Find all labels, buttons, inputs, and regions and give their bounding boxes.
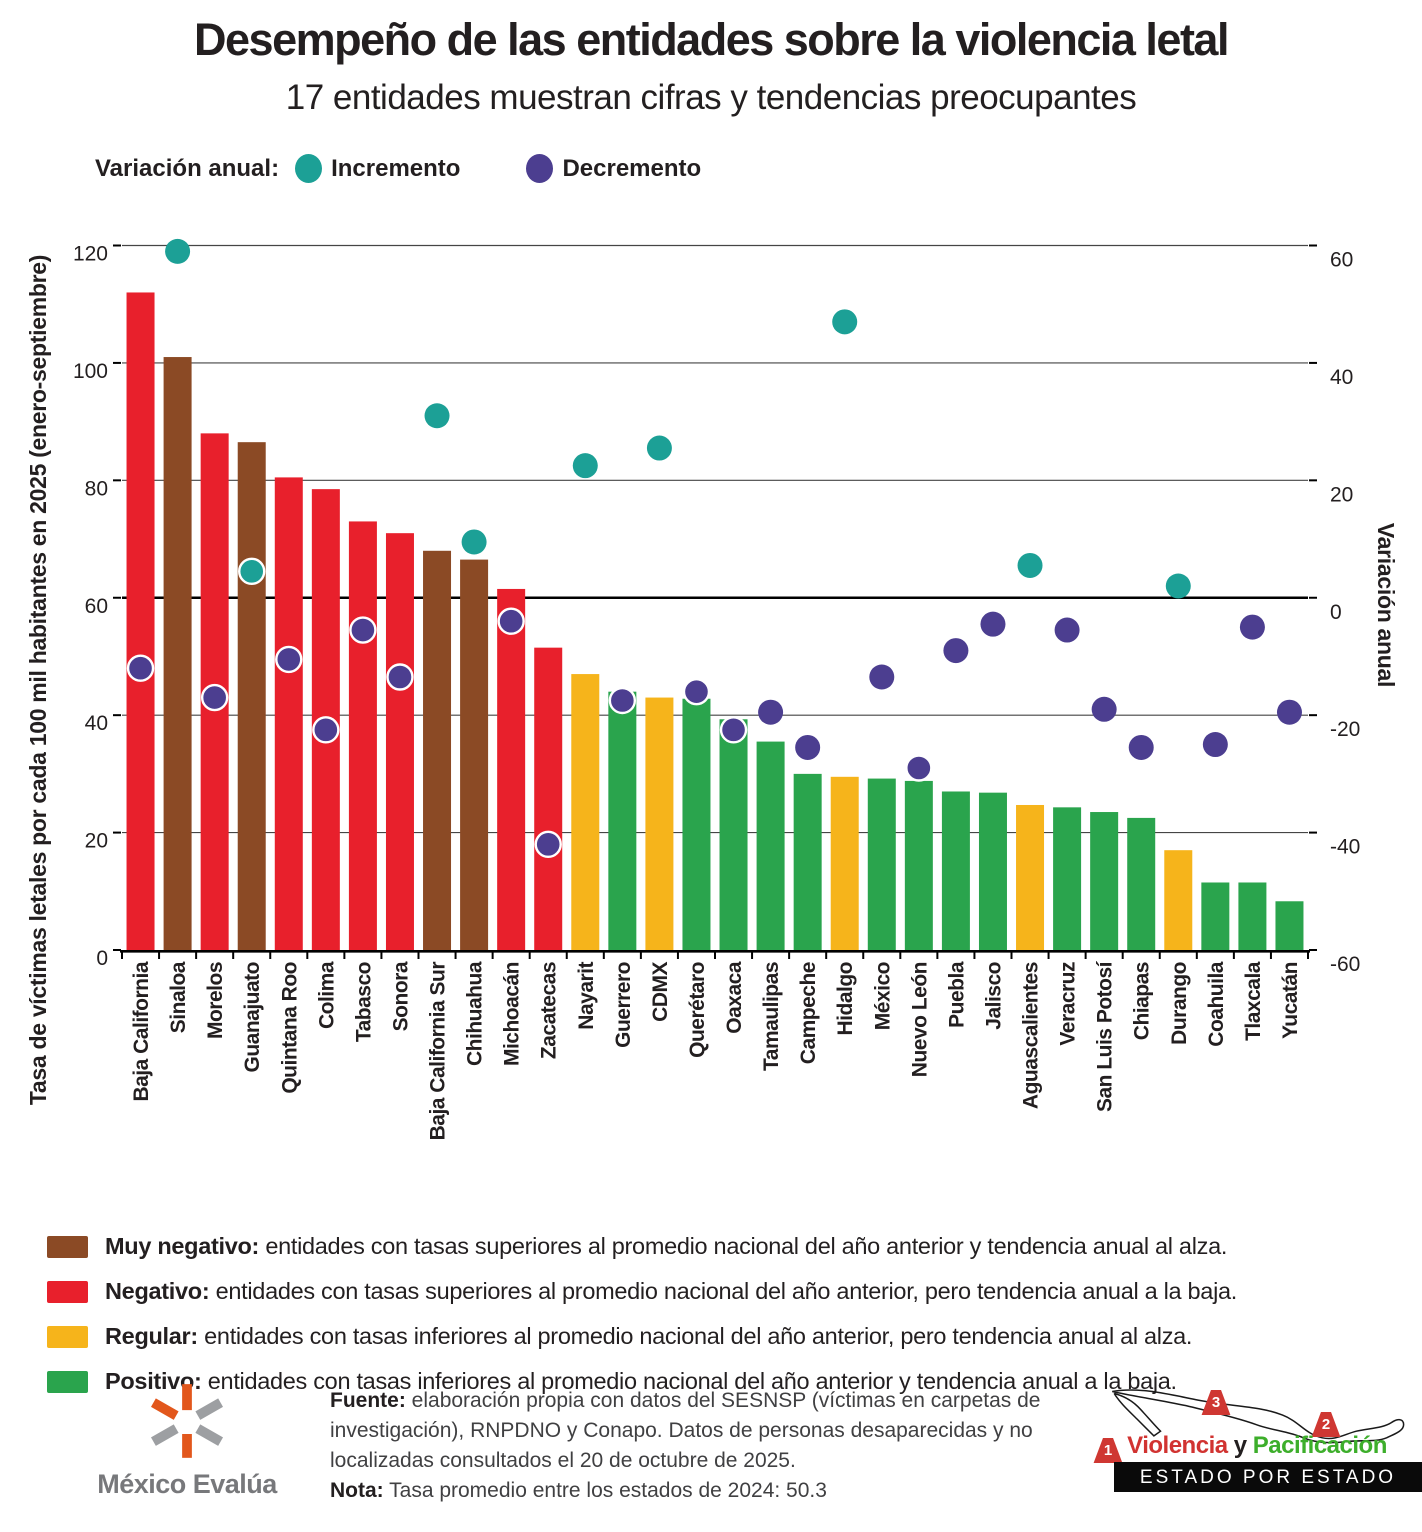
bar-oaxaca [720, 719, 748, 950]
bar-puebla [942, 791, 970, 950]
evidence-marker-2-icon: 2 [1308, 1412, 1344, 1437]
variation-dot-durango [1166, 574, 1191, 599]
left-axis-title: Tasa de víctimas letales por cada 100 mil habitantes en 2025 (enero-septiembre) [25, 254, 51, 1106]
swatch-negativo [47, 1281, 88, 1303]
left-tick-label-80: 80 [84, 477, 108, 501]
left-tick-label-0: 0 [96, 947, 108, 970]
x-label-campeche: Campeche [797, 962, 821, 1065]
variation-dot-nuevo-le-n [906, 756, 931, 781]
x-label-san-luis-potos-: San Luis Potosí [1093, 962, 1117, 1113]
mexico-evalua-logo [72, 1382, 302, 1500]
variation-dot-nayarit [573, 453, 598, 478]
bar-baja-california-sur [423, 551, 451, 950]
bar-sonora [386, 533, 414, 950]
bar-m-xico [868, 779, 896, 950]
x-label-puebla: Puebla [945, 962, 969, 1028]
bar-hidalgo [831, 777, 859, 950]
x-label-guerrero: Guerrero [611, 962, 635, 1048]
x-label-nuevo-le-n: Nuevo León [908, 962, 932, 1078]
x-label-durango: Durango [1167, 962, 1191, 1045]
x-label-chihuahua: Chihuahua [463, 962, 487, 1066]
vyp-wordmark: Violencia y Pacificación [1127, 1432, 1387, 1459]
bar-sinaloa [164, 357, 192, 950]
x-label-morelos: Morelos [204, 962, 228, 1040]
legend-row-regular [47, 1314, 1237, 1359]
bar-durango [1164, 850, 1192, 950]
variation-dot-quintana-roo [276, 647, 301, 672]
bar-michoac-n [497, 589, 525, 950]
variation-dot-coahuila [1203, 732, 1228, 757]
x-label-colima: Colima [315, 962, 339, 1030]
bar-quer-taro [682, 699, 710, 950]
variation-dot-michoac-n [499, 609, 524, 634]
variation-dot-tamaulipas [758, 700, 783, 725]
variation-dot-baja-california [128, 656, 153, 681]
variation-dot-jalisco [980, 612, 1005, 637]
variation-dot-oaxaca [721, 717, 746, 742]
x-label-tamaulipas: Tamaulipas [760, 962, 784, 1071]
variation-dot-zacatecas [536, 832, 561, 857]
bar-tabasco [349, 521, 377, 950]
legend-text: Muy negativo: entidades con tasas superiores al promedio nacional del año anterior y tendencia anual al alza. [105, 1233, 1228, 1259]
page-subtitle: 17 entidades muestran cifras y tendencias preocupantes [285, 78, 1137, 117]
evidence-marker-1-icon: 1 [1090, 1438, 1126, 1463]
variation-dot-chihuahua [462, 529, 487, 554]
variation-dot-m-xico [869, 665, 894, 690]
x-label-sinaloa: Sinaloa [167, 962, 191, 1034]
legend-text: Positivo: entidades con tasas inferiores al promedio nacional del año anterior y tendencia anual a la baja. [105, 1368, 1177, 1394]
fuente-paragraph [330, 1386, 1120, 1476]
x-label-quintana-roo: Quintana Roo [278, 962, 302, 1094]
variation-dot-veracruz [1055, 618, 1080, 643]
violencia-pacificacion-logo [1092, 1380, 1422, 1510]
x-label-zacatecas: Zacatecas [537, 962, 561, 1060]
variation-dot-tabasco [350, 618, 375, 643]
x-label-veracruz: Veracruz [1056, 962, 1080, 1046]
variation-dot-guerrero [610, 688, 635, 713]
x-label-yucat-n: Yucatán [1278, 962, 1302, 1040]
bar-san-luis-potos- [1090, 812, 1118, 950]
variation-dot-chiapas [1129, 735, 1154, 760]
right-tick-label--20: -20 [1330, 718, 1361, 742]
variation-dot-campeche [795, 735, 820, 760]
nota-label: Nota: [330, 1479, 384, 1502]
vyp-tagline-bar: ESTADO POR ESTADO [1114, 1462, 1422, 1492]
right-tick-label-40: 40 [1330, 365, 1354, 389]
x-label-tabasco: Tabasco [352, 962, 376, 1043]
x-label-jalisco: Jalisco [982, 962, 1006, 1030]
variation-dot-baja-california-sur [425, 403, 450, 428]
bar-guanajuato [238, 442, 266, 950]
legend-text: Negativo: entidades con tasas superiores al promedio nacional del año anterior, pero tendencia anual a la baja. [105, 1278, 1237, 1304]
evidence-marker-3-icon: 3 [1198, 1390, 1234, 1415]
bar-cdmx [645, 698, 673, 950]
right-axis-title: Variación anual [1373, 522, 1399, 688]
variation-dot-sonora [387, 665, 412, 690]
x-label-baja-california: Baja California [130, 962, 154, 1102]
x-label-aguascalientes: Aguascalientes [1019, 962, 1043, 1110]
bar-tlaxcala [1238, 882, 1266, 950]
fuente-label: Fuente: [330, 1389, 406, 1412]
x-label-oaxaca: Oaxaca [723, 962, 747, 1034]
variation-dot-puebla [943, 638, 968, 663]
variation-dot-colima [313, 717, 338, 742]
bar-campeche [794, 774, 822, 950]
variation-dot-tlaxcala [1240, 615, 1265, 640]
bar-chihuahua [460, 560, 488, 950]
decrement-label: Decremento [562, 154, 702, 182]
swatch-regular [47, 1326, 88, 1348]
bar-chiapas [1127, 818, 1155, 950]
bar-yucat-n [1275, 901, 1303, 950]
source-note [330, 1386, 1120, 1506]
x-label-hidalgo: Hidalgo [834, 962, 858, 1036]
legend-row-muy-negativo [47, 1224, 1237, 1269]
left-tick-label-40: 40 [84, 712, 108, 736]
x-label-guanajuato: Guanajuato [241, 962, 265, 1073]
x-label-chiapas: Chiapas [1130, 962, 1154, 1041]
bar-nuevo-le-n [905, 781, 933, 950]
right-tick-label--40: -40 [1330, 835, 1361, 859]
bar-nayarit [571, 674, 599, 950]
x-label-quer-taro: Querétaro [685, 962, 709, 1058]
bar-guerrero [608, 692, 636, 950]
right-tick-label-20: 20 [1330, 483, 1354, 507]
legend-row-negativo [47, 1269, 1237, 1314]
x-label-sonora: Sonora [389, 962, 413, 1032]
bar-tamaulipas [757, 742, 785, 950]
bar-coahuila [1201, 882, 1229, 950]
fuente-text: elaboración propia con datos del SESNSP (víctimas en carpetas de investigación), RNPDNO y Conapo. Datos de personas desaparecidas y no localizadas consultados el 20 de octubre de 2025. [330, 1389, 1041, 1472]
bar-jalisco [979, 793, 1007, 950]
right-tick-label--60: -60 [1330, 953, 1361, 976]
variation-dot-sinaloa [165, 239, 190, 264]
variation-dot-quer-taro [684, 679, 709, 704]
bar-baja-california [127, 292, 155, 950]
variation-dot-san-luis-potos- [1092, 697, 1117, 722]
left-tick-label-120: 120 [72, 242, 108, 266]
page-title: Desempeño de las entidades sobre la violencia letal [194, 14, 1228, 65]
mexico-evalua-star-icon [132, 1382, 242, 1460]
variation-dot-guanajuato [239, 559, 264, 584]
bar-veracruz [1053, 807, 1081, 950]
increment-label: Incremento [331, 154, 461, 182]
variation-legend-label: Variación anual: [95, 154, 280, 182]
variation-dot-hidalgo [832, 309, 857, 334]
x-label-baja-california-sur: Baja California Sur [426, 962, 450, 1141]
bar-aguascalientes [1016, 805, 1044, 950]
right-tick-label-0: 0 [1330, 600, 1342, 624]
x-label-m-xico: México [871, 962, 895, 1031]
bar-zacatecas [534, 648, 562, 950]
bar-quintana-roo [275, 477, 303, 950]
x-label-michoac-n: Michoacán [500, 962, 524, 1067]
nota-text: Tasa promedio entre los estados de 2024: 50.3 [389, 1479, 827, 1502]
swatch-muy-negativo [47, 1236, 88, 1258]
variation-dot-yucat-n [1277, 700, 1302, 725]
variation-dot-morelos [202, 685, 227, 710]
variation-dot-cdmx [647, 436, 672, 461]
x-label-nayarit: Nayarit [574, 962, 598, 1030]
left-tick-label-20: 20 [84, 829, 108, 853]
right-tick-label-60: 60 [1330, 248, 1354, 272]
x-label-cdmx: CDMX [648, 962, 672, 1022]
category-legend [47, 1224, 1237, 1404]
variation-dot-aguascalientes [1018, 553, 1043, 578]
legend-text: Regular: entidades con tasas inferiores al promedio nacional del año anterior, pero tendencia anual al alza. [105, 1323, 1193, 1349]
x-label-coahuila: Coahuila [1204, 962, 1228, 1047]
left-tick-label-100: 100 [72, 359, 108, 383]
left-tick-label-60: 60 [84, 594, 108, 618]
nota-paragraph [330, 1476, 1120, 1506]
x-label-tlaxcala: Tlaxcala [1241, 962, 1265, 1041]
mexico-evalua-wordmark: México Evalúa [97, 1469, 277, 1499]
